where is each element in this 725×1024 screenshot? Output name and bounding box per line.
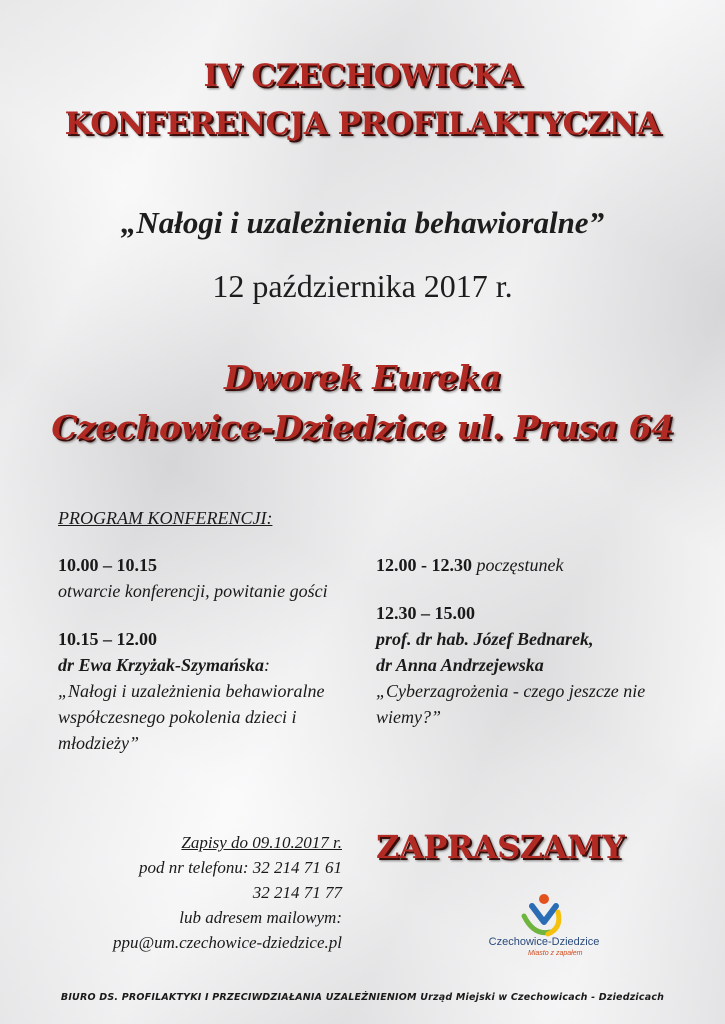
city-logo-name: Czechowice-Dziedzice: [488, 936, 600, 948]
title-line-1: IV CZECHOWICKA: [203, 58, 522, 94]
city-logo-icon: [464, 892, 624, 938]
program-left-column: [58, 552, 358, 756]
program-speaker: prof. dr hab. Józef Bednarek,: [376, 629, 594, 649]
program-item: [58, 626, 358, 756]
city-logo-tagline: Miasto z zapałem: [528, 950, 583, 957]
program-item: [376, 552, 696, 578]
program-item: [58, 552, 358, 604]
title-line-2: KONFERENCJA PROFILAKTYCZNA: [64, 106, 661, 142]
program-item: [376, 600, 696, 730]
program-time: 12.30 – 15.00: [376, 603, 475, 623]
program-text: „Nałogi i uzależnienia behawioralne współczesnego pokolenia dzieci i młodzieży”: [58, 681, 325, 753]
program-speaker: dr Ewa Krzyżak-Szymańska: [58, 655, 265, 675]
program-heading: PROGRAM KONFERENCJI:: [58, 508, 273, 528]
signup-info: [50, 830, 342, 955]
program-time: 12.00 - 12.30: [376, 555, 472, 575]
signup-email-label: lub adresem mailowym:: [179, 908, 342, 927]
invite-heading: ZAPRASZAMY: [376, 828, 625, 866]
conference-subtitle: „Nałogi i uzależnienia behawioralne”: [120, 205, 605, 240]
program-text: „Cyberzagrożenia - czego jeszcze nie wiemy?”: [376, 681, 646, 727]
signup-email[interactable]: ppu@um.czechowice-dziedzice.pl: [112, 933, 342, 952]
city-logo: [464, 892, 624, 962]
program-time: 10.15 – 12.00: [58, 629, 157, 649]
venue-address: Czechowice-Dziedzice ul. Prusa 64: [51, 408, 674, 447]
program-right-column: [376, 552, 696, 730]
signup-phone: pod nr telefonu: 32 214 71 61: [138, 858, 342, 877]
program-speaker-suffix: :: [264, 655, 271, 675]
venue-name: Dworek Eureka: [223, 358, 502, 397]
signup-deadline: Zapisy do 09.10.2017 r.: [181, 833, 342, 852]
conference-date: 12 października 2017 r.: [212, 268, 513, 304]
program-time: 10.00 – 10.15: [58, 555, 157, 575]
signup-phone-2: 32 214 71 77: [252, 883, 342, 902]
program-speaker: dr Anna Andrzejewska: [376, 655, 544, 675]
program-text: poczęstunek: [476, 555, 564, 575]
footer-organizer: BIURO DS. PROFILAKTYKI I PRZECIWDZIAŁANIA UZALEŻNIENIOM Urząd Miejski w Czechowicach - Dziedzicach: [60, 992, 665, 1003]
program-text: otwarcie konferencji, powitanie gości: [58, 581, 328, 601]
